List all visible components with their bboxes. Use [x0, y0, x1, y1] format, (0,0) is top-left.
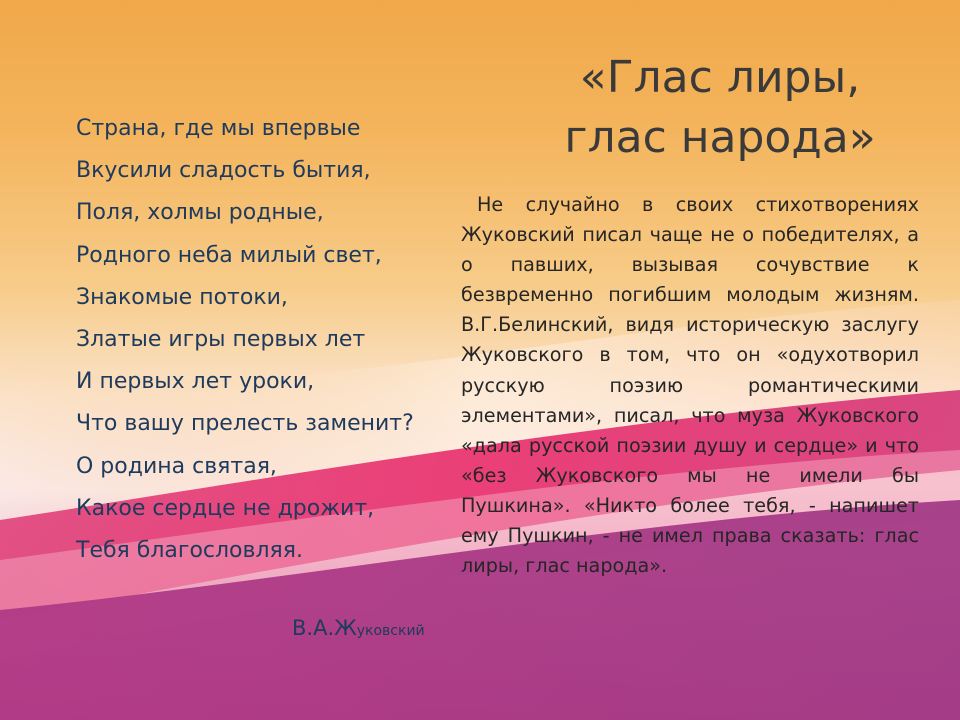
poem-line: Знакомые потоки, — [76, 284, 288, 310]
poem-line: Златые игры первых лет — [76, 327, 366, 353]
signature-main: В.А.Ж — [292, 616, 357, 640]
poem-line: Вкусили сладость бытия, — [76, 158, 371, 184]
poem-line: Родного неба милый свет, — [76, 242, 382, 268]
poem-line: И первых лет уроки, — [76, 369, 315, 395]
poem-line: Тебя благословляя. — [76, 538, 304, 564]
poem-line: О родина святая, — [76, 453, 277, 479]
body-text: Не случайно в своих стихотворениях Жуковский писал чаще не о победителях, а о павших, вызывая сочувствие к безвременно погибшим молодым жизням. В.Г.Белинский, видя историческую заслугу Жуковского в том, что он «одухотворил русскую поэзию романтическими элементами», писал, что муза Жуковского «дала русской поэзии душу и сердце» и что «без Жуковского мы не имели бы Пушкина». «Никто более тебя, - напишет ему Пушкин, - не имел права сказать: глас лиры, глас народа». — [461, 193, 919, 578]
slide-title — [520, 48, 920, 168]
poem-line: Страна, где мы впервые — [76, 116, 361, 141]
poem-signature — [292, 616, 425, 640]
title-line-1: «Глас лиры, — [579, 52, 861, 103]
poem-line: Что вашу прелесть заменит? — [76, 411, 414, 437]
poem-line: Поля, холмы родные, — [76, 200, 324, 226]
title-line-2: глас народа» — [564, 112, 876, 163]
poem — [76, 108, 456, 572]
signature-small: уковский — [356, 623, 425, 639]
body-paragraph — [461, 190, 919, 581]
poem-line: Какое сердце не дрожит, — [76, 495, 375, 521]
